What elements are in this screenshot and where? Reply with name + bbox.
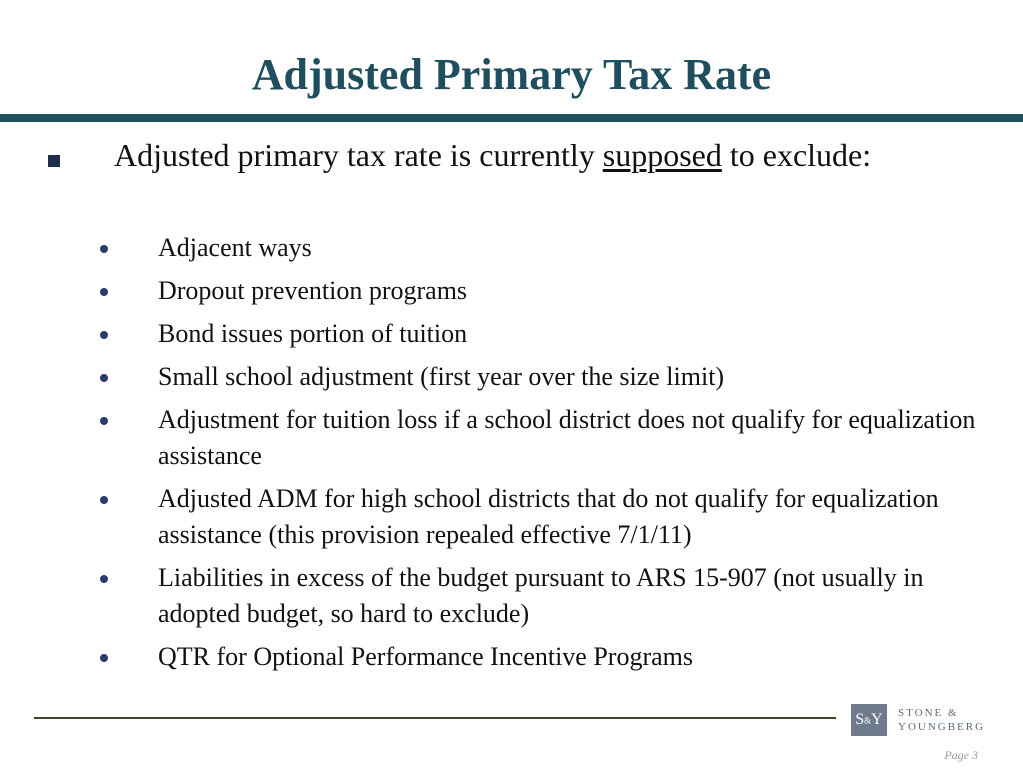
sub-point-list — [100, 230, 1000, 682]
sub-point-text: Bond issues portion of tuition — [158, 319, 468, 348]
bullet-dot-icon — [100, 331, 108, 339]
logo-mark-amp: & — [864, 715, 872, 726]
footer-divider — [34, 717, 836, 719]
sub-point-text: Adjustment for tuition loss if a school district does not qualify for equalization assistance — [158, 405, 976, 470]
list-item — [100, 359, 1000, 395]
sub-point-text: Small school adjustment (first year over the size limit) — [158, 362, 725, 391]
main-point-emphasis: supposed — [602, 137, 722, 173]
logo-line-2: YOUNGBERG — [898, 721, 986, 733]
list-item — [100, 639, 1000, 675]
slide-title: Adjusted Primary Tax Rate — [251, 50, 772, 99]
square-bullet-icon — [48, 155, 60, 167]
list-item — [100, 316, 1000, 352]
list-item — [100, 230, 1000, 266]
sub-point-text: Adjusted ADM for high school districts that do not qualify for equalization assistance (this provision repealed effective 7/1/11) — [158, 484, 939, 549]
main-point — [114, 136, 974, 174]
company-logo-icon — [851, 704, 887, 736]
bullet-dot-icon — [100, 575, 108, 583]
bullet-dot-icon — [100, 417, 108, 425]
title-divider — [0, 114, 1023, 122]
bullet-dot-icon — [100, 654, 108, 662]
logo-mark-right: Y — [871, 711, 883, 728]
sub-point-text: QTR for Optional Performance Incentive Programs — [158, 642, 694, 671]
sub-point-text: Liabilities in excess of the budget pursuant to ARS 15-907 (not usually in adopted budget, so hard to exclude) — [158, 563, 924, 628]
sub-point-text: Adjacent ways — [158, 233, 312, 262]
list-item — [100, 402, 1000, 474]
main-point-text-before: Adjusted primary tax rate is currently — [114, 137, 603, 173]
logo-line-1: STONE & — [898, 707, 959, 719]
logo-mark-left: S — [855, 711, 865, 728]
list-item — [100, 481, 1000, 553]
bullet-dot-icon — [100, 374, 108, 382]
page-number: Page 3 — [944, 748, 978, 762]
bullet-dot-icon — [100, 245, 108, 253]
bullet-dot-icon — [100, 496, 108, 504]
sub-point-text: Dropout prevention programs — [158, 276, 468, 305]
bullet-dot-icon — [100, 288, 108, 296]
company-logo-text — [898, 706, 985, 734]
main-point-text-after: to exclude: — [721, 137, 872, 173]
list-item — [100, 273, 1000, 309]
list-item — [100, 560, 1000, 632]
